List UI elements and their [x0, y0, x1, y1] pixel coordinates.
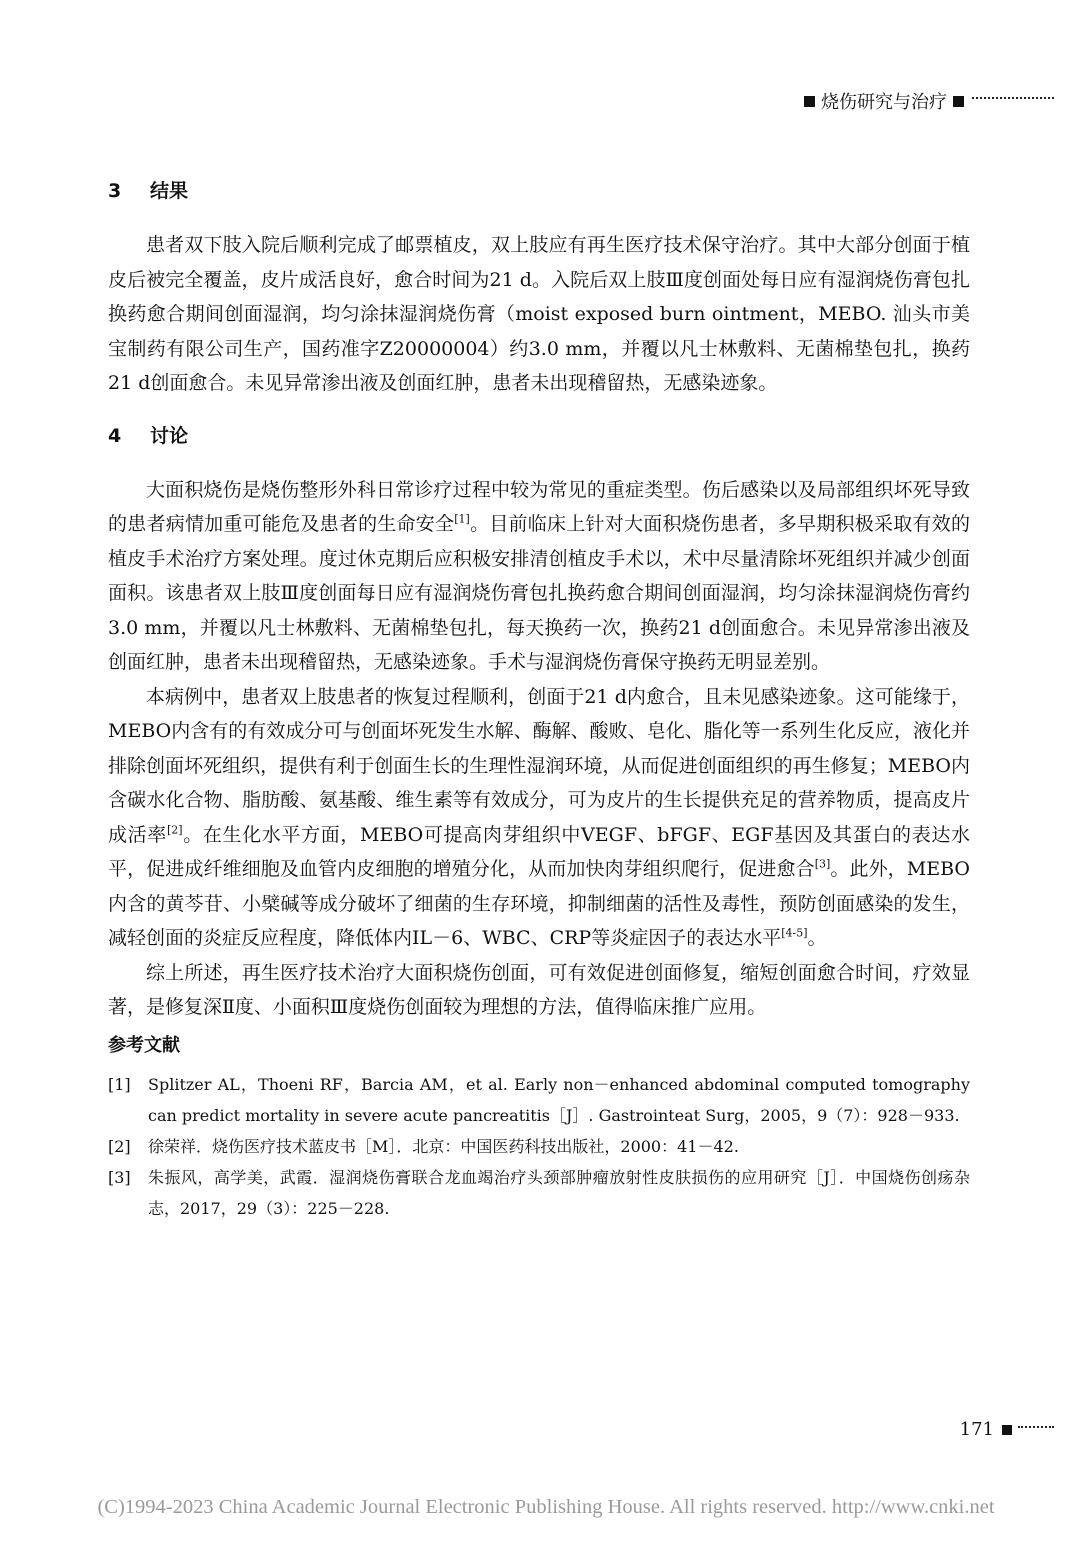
paragraph-text: 。此外，MEBO内含的黄芩苷、小檗碱等成分破坏了细菌的生存环境，抑制细菌的活性及毒性，预防创面感染的发生，减轻创面的炎症反应程度，降低体内IL－6、WBC、CRP等炎症因子的表达水平 [108, 858, 970, 949]
discussion-paragraph-3: 综上所述，再生医疗技术治疗大面积烧伤创面，可有效促进创面修复，缩短创面愈合时间，疗效显著，是修复深Ⅱ度、小面积Ⅲ度烧伤创面较为理想的方法，值得临床推广应用。 [108, 961, 970, 1018]
discussion-paragraph-2 [108, 680, 970, 956]
dotted-rule [1018, 1426, 1054, 1428]
references-title: 参考文献 [108, 1034, 180, 1056]
citation-ref: [4-5] [781, 926, 808, 940]
paragraph-text: 本病例中，患者双上肢患者的恢复过程顺利，创面于21 d内愈合，且未见感染迹象。这可能缘于，MEBO内含有的有效成分可与创面坏死发生水解、酶解、酸败、皂化、脂化等一系列生化反应，液化并排除创面坏死组织，提供有利于创面生长的生理性湿润环境，从而促进创面组织的再生修复；MEBO内含碳水化合物、脂肪酸、氨基酸、维生素等有效成分，可为皮片的生长提供充足的营养物质，提高皮片成活率 [108, 685, 970, 846]
section-heading-discussion [108, 421, 970, 451]
citation-ref: [2] [166, 823, 183, 837]
paragraph-text: 。目前临床上针对大面积烧伤患者，多早期积极采取有效的植皮手术治疗方案处理。度过休克期后应积极安排清创植皮手术以，术中尽量清除坏死组织并减少创面面积。该患者双上肢Ⅲ度创面每日应有湿润烧伤膏包扎换药愈合期间创面湿润，均匀涂抹湿润烧伤膏约3.0 mm，并覆以凡士林敷料、无菌棉垫包扎，每天换药一次，换药21 d创面愈合。未见异常渗出液及创面红肿，患者未出现稽留热，无感染迹象。手术与湿润烧伤膏保守换药无明显差别。 [108, 513, 970, 673]
square-bullet-icon [804, 96, 815, 107]
reference-item [108, 1069, 970, 1131]
reference-item [108, 1131, 970, 1162]
reference-label: [3] [108, 1167, 131, 1187]
paragraph-text: 大面积烧伤是烧伤整形外科日常诊疗过程中较为常见的重症类型。伤后感染以及局部组织坏死导致的患者病情加重可能危及患者的生命安全 [108, 478, 970, 535]
article-body [108, 176, 970, 1224]
results-paragraph: 患者双下肢入院后顺利完成了邮票植皮，双上肢应有再生医疗技术保守治疗。其中大部分创面于植皮后被完全覆盖，皮片成活良好，愈合时间为21 d。入院后双上肢Ⅲ度创面处每日应有湿润烧伤膏包扎换药愈合期间创面湿润，均匀涂抹湿润烧伤膏（moist exposed burn ointment，MEBO. 汕头市美宝制药有限公司生产，国药准字Z20000004）约3.0 mm，并覆以凡士林敷料、无菌棉垫包扎，换药21 d创面愈合。未见异常渗出液及创面红肿，患者未出现稽留热，无感染迹象。 [108, 234, 970, 394]
section-heading-results [108, 176, 970, 206]
reference-label: [1] [108, 1074, 131, 1094]
section-number: 3 [108, 180, 122, 202]
citation-ref: [1] [454, 512, 470, 526]
reference-text: Splitzer AL，Thoeni RF，Barcia AM，et al. Early non－enhanced abdominal computed tomography can predict mortality in severe acute pancreatitis［J］. Gastrointeat Surg，2005，9（7）：928－933. [148, 1074, 970, 1125]
reference-label: [2] [108, 1136, 131, 1156]
copyright-notice: (C)1994-2023 China Academic Journal Electronic Publishing House. All rights reserved. http://www.cnki.net [97, 1496, 995, 1518]
square-bullet-icon [1002, 1425, 1012, 1435]
citation-ref: [3] [814, 857, 831, 871]
reference-text: 朱振风，高学美，武霞．湿润烧伤膏联合龙血竭治疗头颈部肿瘤放射性皮肤损伤的应用研究［J］．中国烧伤创疡杂志，2017，29（3）：225－228. [148, 1167, 970, 1218]
reference-text: 徐荣祥．烧伤医疗技术蓝皮书［M］．北京：中国医药科技出版社，2000：41－42. [148, 1136, 739, 1156]
running-header [798, 88, 1054, 114]
paragraph-text: 。在生化水平方面，MEBO可提高肉芽组织中VEGF、bFGF、EGF基因及其蛋白的表达水平，促进成纤维细胞及血管内皮细胞的增殖分化，从而加快肉芽组织爬行，促进愈合 [108, 823, 970, 880]
reference-item [108, 1162, 970, 1224]
section-title: 结果 [150, 180, 189, 202]
page-footer [960, 1419, 1054, 1440]
section-number: 4 [108, 424, 122, 447]
paragraph-text: 。 [807, 927, 827, 949]
dotted-rule [972, 97, 1054, 99]
running-title: 烧伤研究与治疗 [821, 92, 947, 113]
page-number: 171 [959, 1419, 994, 1440]
section-title: 讨论 [150, 424, 189, 447]
square-bullet-icon [953, 96, 964, 107]
discussion-paragraph-1 [108, 473, 970, 680]
